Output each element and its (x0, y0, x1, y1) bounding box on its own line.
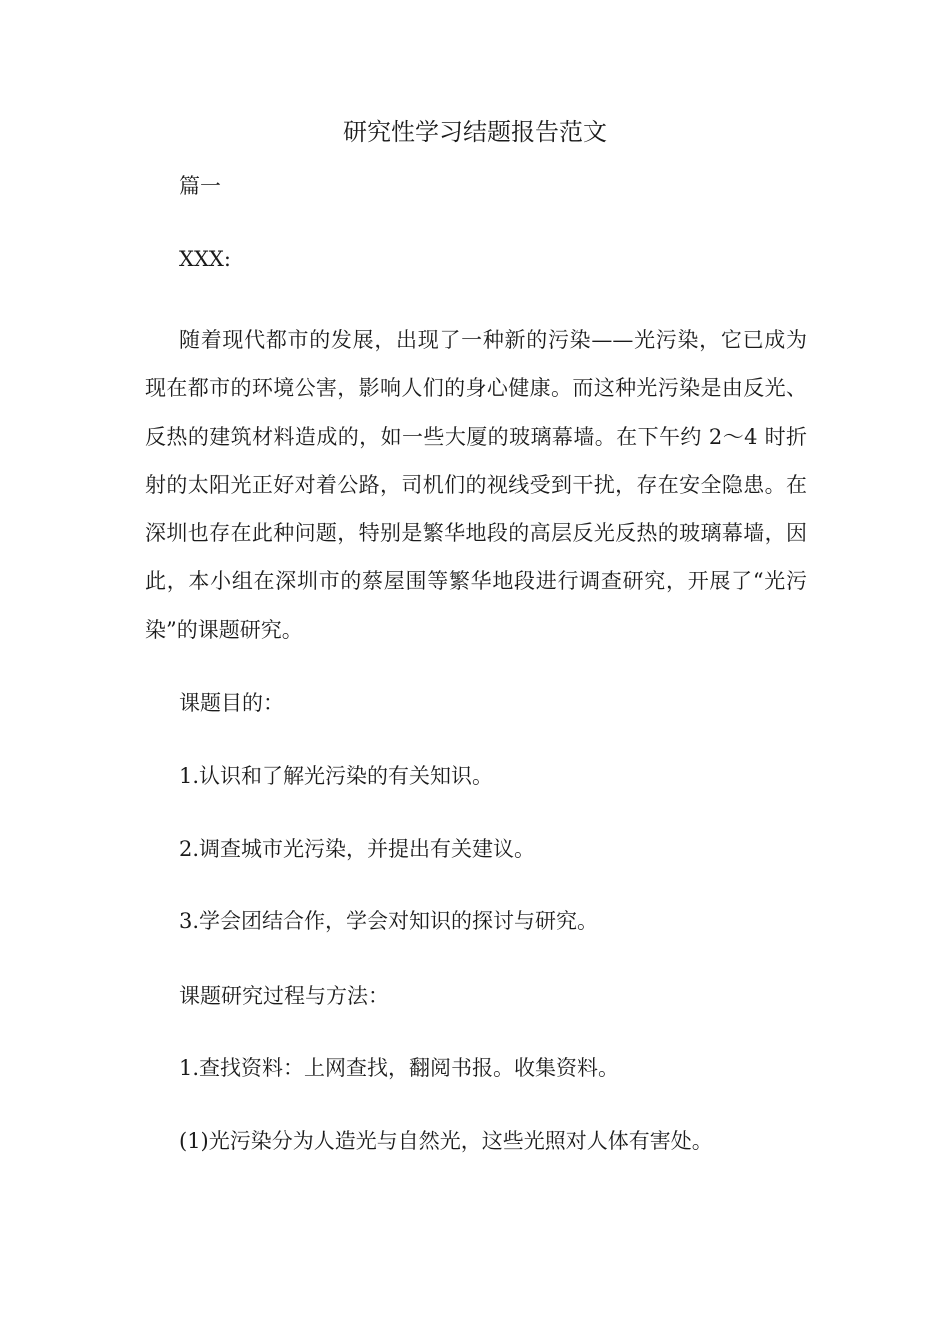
purpose-heading: 课题目的： (179, 691, 284, 715)
section-label: 篇一 (179, 174, 221, 198)
process-item: (1)光污染分为人造光与自然光，这些光照对人体有害处。 (179, 1129, 713, 1153)
purpose-item: 2.调查城市光污染，并提出有关建议。 (179, 837, 536, 861)
purpose-item: 1.认识和了解光污染的有关知识。 (179, 764, 494, 788)
greeting: XXX: (179, 247, 231, 271)
document-title: 研究性学习结题报告范文 (343, 118, 607, 146)
intro-paragraph: 随着现代都市的发展，出现了一种新的污染——光污染，它已成为现在都市的环境公害，影响人们的身心健康。而这种光污染是由反光、反热的建筑材料造成的，如一些大厦的玻璃幕墙。在下午约 2～4 时折射的太阳光正好对着公路，司机们的视线受到干扰，存在安全隐患。在深圳也存在此种问题，特别是繁华地段的高层反光反热的玻璃幕墙，因此，本小组在深圳市的蔡屋围等繁华地段进行调查研究，开展了“光污染”的课题研究。 (145, 328, 807, 642)
process-item: 1.查找资料：上网查找，翻阅书报。收集资料。 (179, 1056, 620, 1080)
purpose-item: 3.学会团结合作，学会对知识的探讨与研究。 (179, 909, 599, 933)
process-heading: 课题研究过程与方法： (179, 984, 389, 1008)
